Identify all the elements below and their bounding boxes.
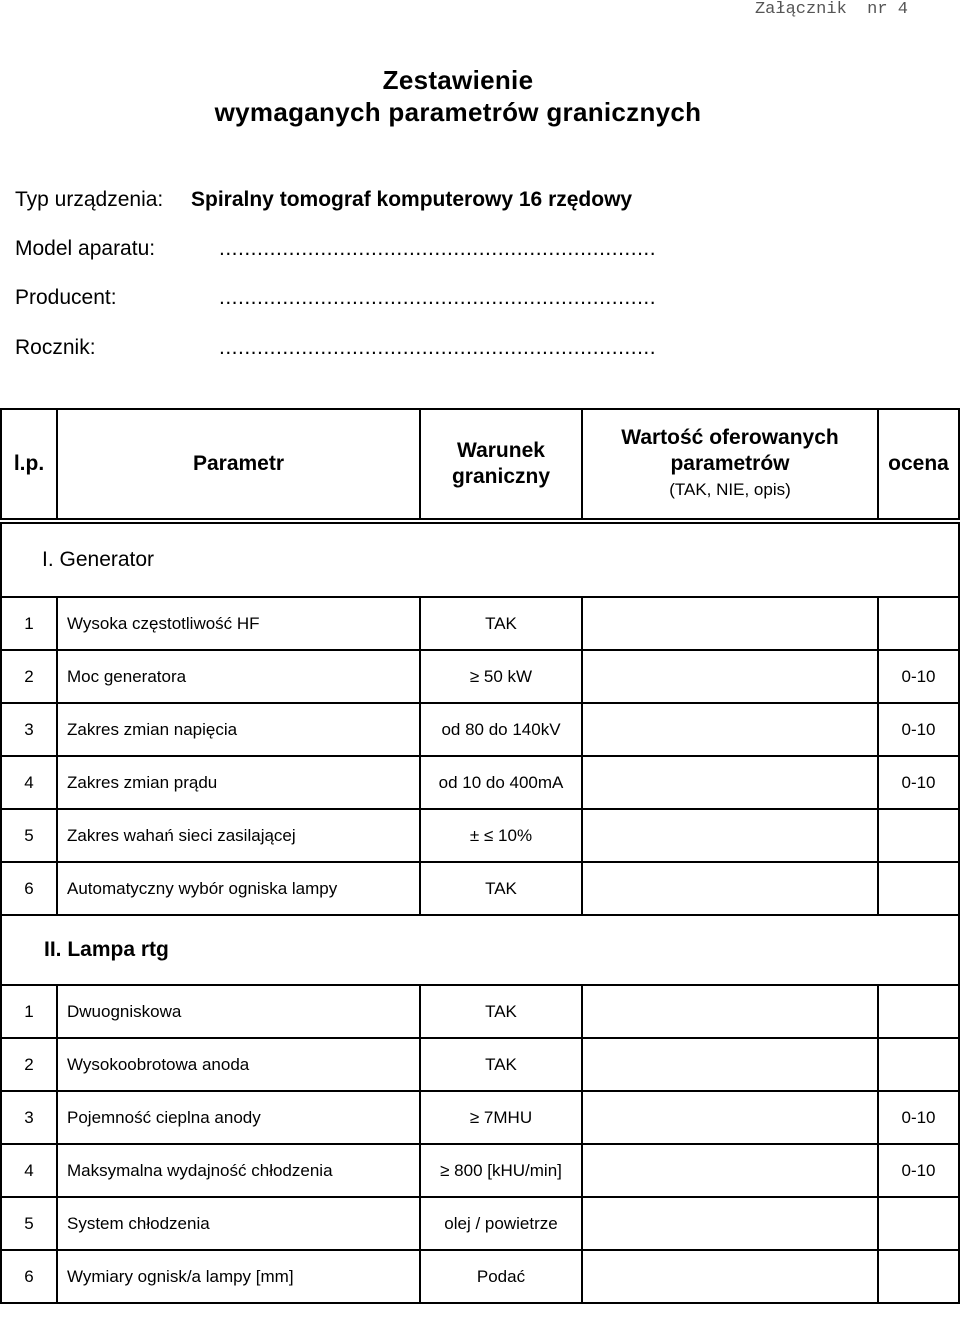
section-title-cell [1, 915, 959, 985]
model-label: Model aparatu: [15, 237, 156, 260]
cell-offered-value[interactable] [582, 650, 878, 703]
cell-param: Zakres wahań sieci zasilającej [57, 809, 420, 862]
cell-lp: 1 [1, 985, 57, 1038]
cell-param: Wymiary ognisk/a lampy [mm] [57, 1250, 420, 1303]
title-line-1: Zestawienie [382, 65, 534, 95]
table-row [1, 1144, 959, 1197]
cell-param: Pojemność cieplna anody [57, 1091, 420, 1144]
header-wartosc-sub: (TAK, NIE, opis) [669, 480, 791, 499]
section-title: II. Lampa rtg [44, 938, 169, 961]
cell-offered-value[interactable] [582, 1197, 878, 1250]
header-lp: l.p. [1, 409, 57, 521]
cell-lp: 6 [1, 1250, 57, 1303]
cell-offered-value[interactable] [582, 1144, 878, 1197]
cell-param: Dwuogniskowa [57, 985, 420, 1038]
cell-lp: 3 [1, 1091, 57, 1144]
cell-lp: 5 [1, 809, 57, 862]
producer-label: Producent: [15, 286, 117, 309]
table-row [1, 1250, 959, 1303]
cell-condition: ≥ 800 [kHU/min] [420, 1144, 582, 1197]
cell-lp: 2 [1, 650, 57, 703]
cell-param: Zakres zmian napięcia [57, 703, 420, 756]
model-row [15, 236, 657, 262]
cell-offered-value[interactable] [582, 985, 878, 1038]
cell-score [878, 809, 959, 862]
cell-condition: ≥ 7MHU [420, 1091, 582, 1144]
cell-condition: Podać [420, 1250, 582, 1303]
header-warunek-text: Warunek graniczny [451, 439, 551, 488]
cell-condition: od 10 do 400mA [420, 756, 582, 809]
cell-offered-value[interactable] [582, 1038, 878, 1091]
cell-param: Moc generatora [57, 650, 420, 703]
table-row [1, 756, 959, 809]
parameters-table [0, 408, 960, 1304]
cell-param: System chłodzenia [57, 1197, 420, 1250]
cell-offered-value[interactable] [582, 703, 878, 756]
producer-row [15, 285, 657, 311]
header-warunek [420, 409, 582, 521]
cell-param: Maksymalna wydajność chłodzenia [57, 1144, 420, 1197]
table-row [1, 597, 959, 650]
cell-param: Automatyczny wybór ogniska lampy [57, 862, 420, 915]
cell-score [878, 862, 959, 915]
table-row [1, 703, 959, 756]
cell-offered-value[interactable] [582, 597, 878, 650]
table-row [1, 862, 959, 915]
cell-condition: od 80 do 140kV [420, 703, 582, 756]
cell-score: 0-10 [878, 756, 959, 809]
header-wartosc [582, 409, 878, 521]
cell-param: Zakres zmian prądu [57, 756, 420, 809]
table-row [1, 1091, 959, 1144]
cell-offered-value[interactable] [582, 756, 878, 809]
cell-offered-value[interactable] [582, 809, 878, 862]
header-ocena: ocena [878, 409, 959, 521]
cell-score [878, 1197, 959, 1250]
cell-score [878, 1250, 959, 1303]
cell-offered-value[interactable] [582, 862, 878, 915]
cell-offered-value[interactable] [582, 1250, 878, 1303]
table-row [1, 1197, 959, 1250]
cell-offered-value[interactable] [582, 1091, 878, 1144]
cell-score: 0-10 [878, 650, 959, 703]
table-header-row [1, 409, 959, 521]
cell-lp: 5 [1, 1197, 57, 1250]
cell-param: Wysoka częstotliwość HF [57, 597, 420, 650]
model-value-field[interactable]: ..................................................................... [219, 237, 657, 260]
cell-score [878, 985, 959, 1038]
cell-lp: 6 [1, 862, 57, 915]
header-parametr: Parametr [57, 409, 420, 521]
year-row [15, 335, 657, 361]
cell-condition: ± ≤ 10% [420, 809, 582, 862]
section-title-cell [1, 521, 959, 597]
device-type-label: Typ urządzenia: [15, 188, 164, 211]
cell-lp: 3 [1, 703, 57, 756]
year-label: Rocznik: [15, 336, 96, 359]
table-row [1, 985, 959, 1038]
table-row [1, 1038, 959, 1091]
cell-lp: 4 [1, 756, 57, 809]
cell-condition: TAK [420, 597, 582, 650]
device-type-value: Spiralny tomograf komputerowy 16 rzędowy [191, 188, 633, 211]
producer-value-field[interactable]: ..................................................................... [219, 286, 657, 309]
table-row [1, 650, 959, 703]
cell-lp: 1 [1, 597, 57, 650]
cell-score [878, 597, 959, 650]
device-type-row [15, 187, 633, 213]
cell-condition: TAK [420, 1038, 582, 1091]
cell-condition: ≥ 50 kW [420, 650, 582, 703]
cell-condition: olej / powietrze [420, 1197, 582, 1250]
cell-lp: 4 [1, 1144, 57, 1197]
title-line-2: wymaganych parametrów granicznych [214, 97, 702, 127]
cell-score: 0-10 [878, 703, 959, 756]
section-title: I. Generator [42, 548, 155, 571]
cell-score: 0-10 [878, 1144, 959, 1197]
cell-condition: TAK [420, 862, 582, 915]
cell-param: Wysokoobrotowa anoda [57, 1038, 420, 1091]
cell-condition: TAK [420, 985, 582, 1038]
cell-score: 0-10 [878, 1091, 959, 1144]
attachment-label: Załącznik nr 4 [754, 0, 908, 19]
cell-lp: 2 [1, 1038, 57, 1091]
table-row [1, 809, 959, 862]
document-title [0, 64, 916, 128]
section-header [1, 915, 959, 985]
header-wartosc-text: Wartość oferowanych parametrów [621, 426, 839, 475]
cell-score [878, 1038, 959, 1091]
year-value-field[interactable]: ..................................................................... [219, 336, 657, 359]
section-header [1, 521, 959, 597]
